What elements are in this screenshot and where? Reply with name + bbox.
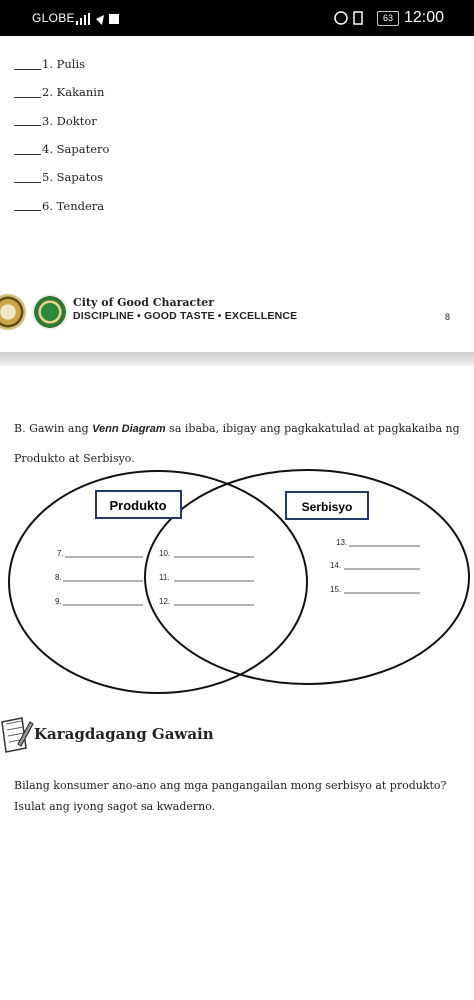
- page-number: 8: [445, 312, 451, 322]
- battery-icon: 63: [377, 11, 399, 26]
- instruction-emphasis: Venn Diagram: [92, 423, 166, 435]
- answer-blank[interactable]: [14, 144, 41, 155]
- left-item-8: 8.: [55, 573, 62, 582]
- center-item-11: 11.: [159, 573, 170, 582]
- answer-blank[interactable]: [14, 115, 41, 126]
- right-item-15: 15.: [330, 585, 342, 594]
- answer-blank[interactable]: [14, 59, 41, 70]
- city-seal-logo: [0, 294, 26, 330]
- footer-motto-values: DISCIPLINE • GOOD TASTE • EXCELLENCE: [73, 310, 298, 322]
- clock: 12:00: [403, 9, 444, 26]
- answer-blank[interactable]: [14, 172, 41, 183]
- list-item: 1. Pulis: [14, 50, 109, 78]
- venn-diagram: [0, 465, 474, 700]
- page-footer: [0, 286, 474, 352]
- alarm-vibrate-icons: [334, 10, 374, 26]
- center-item-10: 10.: [159, 549, 171, 558]
- signal-wifi-icons: [76, 13, 126, 25]
- status-bar: [0, 0, 474, 36]
- list-item: 5. Sapatos: [14, 163, 109, 191]
- instruction-text: B. Gawin ang Venn Diagram sa ibaba, ibigay ang pagkakatulad at pagkakaiba ng Produkto at Serbisyo.: [14, 422, 460, 465]
- answer-list: [14, 50, 109, 220]
- carrier-label: GLOBE: [32, 11, 75, 25]
- produkto-label: Produkto: [109, 498, 167, 513]
- right-item-14: 14.: [330, 561, 342, 570]
- deped-seal-logo: [32, 294, 68, 330]
- answer-blank[interactable]: [14, 87, 41, 98]
- list-item: 4. Sapatero: [14, 135, 109, 163]
- left-item-7: 7.: [57, 549, 64, 558]
- list-item: 6. Tendera: [14, 191, 109, 219]
- karagdagang-gawain-section: [0, 710, 474, 762]
- notebook-pencil-icon: [0, 714, 34, 754]
- center-item-12: 12.: [159, 597, 171, 606]
- page-divider: [0, 352, 474, 366]
- right-item-13: 13.: [336, 538, 348, 547]
- footer-motto-title: City of Good Character: [73, 296, 215, 309]
- question-text: Bilang konsumer ano-ano ang mga pangangailan mong serbisyo at produkto? Isulat ang iyong sagot sa kwaderno.: [14, 779, 447, 813]
- answer-blank[interactable]: [14, 200, 41, 211]
- left-item-9: 9.: [55, 597, 62, 606]
- list-item: 3. Doktor: [14, 107, 109, 135]
- list-item: 2. Kakanin: [14, 78, 109, 106]
- section-title: Karagdagang Gawain: [34, 725, 214, 743]
- serbisyo-label: Serbisyo: [301, 500, 353, 514]
